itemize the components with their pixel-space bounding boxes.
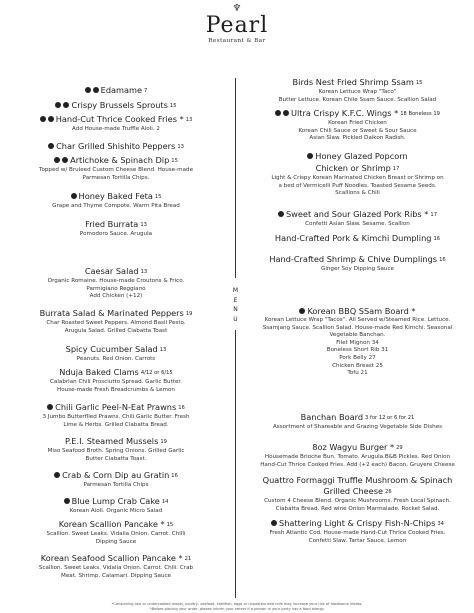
menu-item-price: 18 Boneless 19 — [400, 111, 440, 117]
menu-item-description: Fresh Atlantic Cod. House-made Hand-Cut Thrice Cooked Fries. — [269, 530, 446, 536]
menu-item-description: Confetti Asian Slaw. Sesame. Scallion — [305, 221, 410, 227]
menu-item-title — [245, 254, 470, 266]
footer-line: *Before placing your order, please inform your server if a person in your party has a food allergy — [149, 606, 325, 611]
menu-item-description: Ginger Soy Dipping Sauce — [321, 266, 394, 272]
menu-item-title — [5, 308, 227, 320]
menu-item-title — [245, 412, 470, 424]
menu-item — [5, 141, 227, 153]
menu-item-title — [5, 553, 227, 565]
menu-item-title — [5, 519, 227, 531]
menu-item — [5, 100, 227, 112]
menu-item-title — [245, 209, 470, 221]
menu-item-title — [5, 496, 227, 508]
menu-item-name: Crab & Corn Dip au Gratin — [62, 470, 170, 480]
brand-subtitle: Restaurant & Bar — [208, 38, 266, 44]
menu-item-price: 4/12 or 6/15 — [140, 370, 173, 376]
menu-item-description: Ciabatta Bread. Red wine Onion Marmalade. Rocket Salad. — [275, 505, 440, 512]
menu-item-name: Birds Nest Fried Shrimp Ssam — [292, 77, 414, 87]
column-divider-bottom — [235, 330, 236, 598]
menu-item-name: Sweet and Sour Glazed Pork Ribs * — [285, 209, 429, 219]
menu-item-description: Calabrian Chili Prosciutto Spread. Garlic Butter. — [50, 379, 182, 385]
dietary-icon — [63, 102, 69, 108]
menu-item-name: Crispy Brussels Sprouts — [71, 100, 168, 110]
dietary-icon — [55, 102, 61, 108]
menu-item — [5, 367, 227, 394]
menu-item — [5, 85, 227, 97]
dietary-icon — [48, 143, 54, 149]
menu-item-name: Chicken or Shrimp — [315, 163, 391, 173]
menu-item-title — [5, 114, 227, 126]
menu-item-name: Korean Seafood Scallion Pancake * — [40, 553, 183, 563]
menu-item-description: 3 Jumbo Butterflied Prawns. Chili Garlic Butter. Fresh — [42, 414, 190, 420]
menu-item-name: Hand-Crafted Pork & Kimchi Dumpling — [274, 233, 432, 243]
menu-item-description: Asian Slaw. Pickled Daikon Radish. — [309, 135, 406, 142]
menu-item-title — [5, 367, 227, 379]
menu-item-description: Custom 4 Cheese Blend. Organic Mushrooms. Fresh Local Spinach. — [264, 498, 451, 504]
menu-item — [5, 266, 227, 301]
menu-item — [245, 209, 470, 229]
menu-item-price: 15 — [166, 522, 174, 528]
dietary-icon — [62, 157, 68, 163]
menu-item-name: Korean Scallion Pancake * — [58, 519, 165, 529]
menu-item-name: Edamame — [100, 85, 143, 95]
menu-item-title — [245, 77, 470, 89]
menu-item — [5, 436, 227, 463]
menu-item-price: 13 — [140, 222, 147, 228]
menu-item-description: a bed of Vermicelli Puff Noodles. Toasted Sesame Seeds. — [278, 182, 437, 189]
menu-item — [245, 518, 470, 545]
menu-letter: N — [233, 306, 238, 313]
menu-item-description: Lime & Herbs. Grilled Ciabatta Bread. — [63, 421, 169, 428]
dietary-icon — [93, 87, 99, 93]
menu-item-price: 16 — [171, 473, 178, 479]
menu-item-title — [5, 219, 227, 231]
menu-item — [245, 233, 470, 245]
dietary-icon — [278, 211, 284, 217]
menu-item-description: Parmesan Tortilla Chips — [83, 482, 149, 488]
menu-item — [245, 306, 470, 378]
menu-item-price: 15 — [415, 80, 423, 86]
menu-item-price: 17 — [392, 166, 400, 172]
menu-item-title — [5, 266, 227, 278]
menu-item — [5, 308, 227, 335]
footer-line: *Consuming raw or undercooked meats, poultry, seafood, shellfish, eggs or unpasteurized milk may increase your risk of foodborne illness. — [111, 602, 363, 606]
menu-item-description: Char Roasted Sweet Peppers. Almond Basil Pesto. — [46, 320, 186, 326]
menu-item-price: 13 — [185, 117, 193, 123]
menu-item-description: Scallion. Sweet Leaks. Vidalia Onion. Carrot. Chilli — [46, 531, 186, 537]
menu-item-description: Pork Belly 27 — [339, 354, 376, 361]
menu-item-description: Hand-Cut Thrice Cooked Fries. Add (+2 each) Bacon, Gruyere Cheese — [260, 461, 455, 468]
menu-item-price: 34 — [437, 521, 444, 527]
menu-item-description: Meat. Shrimp. Calamari. Dipping Sauce — [61, 572, 171, 579]
menu-item-title — [5, 85, 227, 97]
menu-item-price: 13 — [177, 144, 184, 150]
dietary-icon — [48, 116, 54, 122]
menu-item-description: Vegetable Banchan. — [329, 332, 386, 339]
menu-item — [245, 486, 470, 513]
menu-item — [5, 114, 227, 134]
menu-item-name: P.E.I. Steamed Mussels — [65, 436, 159, 446]
dietary-icon — [299, 308, 305, 314]
menu-item-description: Topped w/ Bruleed Custom Cheese Blend. House-made — [38, 167, 194, 173]
menu-item-price: 15 — [171, 158, 178, 164]
dietary-icon — [40, 116, 46, 122]
menu-item — [245, 77, 470, 104]
menu-item-description: Boneless Short Rib 31 — [326, 347, 389, 354]
menu-item-description: Dipping Sauce — [95, 538, 137, 545]
menu-letter: U — [233, 315, 238, 323]
menu-item-title — [245, 486, 470, 498]
menu-item-description: Miso Seafood Broth. Spring Onions. Grilled Garlic — [47, 448, 185, 454]
menu-item — [245, 254, 470, 274]
menu-item-description: Arugula Salad. Grilled Ciabatta Toast — [64, 327, 168, 334]
menu-item-description: Confetti Slaw. Tartar Sauce. Lemon — [308, 537, 407, 544]
menu-item-description: Housemade Brioche Bun. Tomato. Arugula.B&B Pickles. Red Onion — [264, 454, 451, 460]
menu-item-price: 29 — [396, 445, 403, 451]
menu-item-description: Korean Fried Chicken — [328, 120, 387, 126]
menu-item-name: Banchan Board — [300, 412, 364, 422]
menu-letter: E — [233, 296, 238, 304]
menu-item-title — [5, 141, 227, 153]
menu-item-name: Char Grilled Shishito Peppers — [56, 141, 176, 151]
menu-item-price: 17 — [430, 212, 438, 218]
menu-item-name: Chili Garlic Peel-N-Eat Prawns — [55, 402, 177, 412]
menu-item-description: Scallion. Sweet Leaks. Vidalia Onion. Carrot. Chili. Crab — [38, 565, 194, 571]
menu-item-description: Parmigiano Reggiano — [86, 285, 146, 292]
menu-item-price: 26 — [385, 489, 392, 495]
menu-item-description: Korean Chili Sauce or Sweet & Sour Sauce — [298, 127, 417, 134]
menu-vertical-word — [231, 286, 240, 324]
menu-item — [5, 496, 227, 516]
menu-item-description: Parmesan Tortilla Chips. — [82, 174, 150, 181]
menu-item — [5, 155, 227, 182]
menu-item — [5, 344, 227, 364]
trident-icon: ♆ — [232, 3, 242, 14]
menu-item — [245, 412, 470, 432]
menu-item-description: House-made Fresh Breadcrumbs & Lemon — [57, 386, 175, 393]
menu-item-description: Tofu 21 — [347, 370, 368, 377]
menu-item — [245, 442, 470, 469]
menu-item-price: 15 — [154, 194, 162, 200]
menu-item-description: Add Chicken (+12) — [89, 293, 143, 300]
menu-item-price: 15 — [169, 103, 177, 109]
menu-item — [5, 219, 227, 239]
menu-item-title — [5, 191, 227, 203]
menu-item-price: 16 — [433, 236, 441, 242]
menu-item-description: Butter Lettuce. Korean Chile Ssam Sauce. Scallion Salad — [278, 96, 437, 103]
menu-item-price: 16 — [178, 405, 185, 411]
dietary-icon — [275, 110, 281, 116]
menu-item-name: Fried Burrata — [85, 219, 139, 229]
menu-item-title — [245, 518, 470, 530]
dietary-icon — [85, 87, 91, 93]
menu-item — [5, 191, 227, 211]
menu-item — [5, 470, 227, 490]
menu-item-name: Caesar Salad — [84, 266, 139, 276]
menu-item-name: Shattering Light & Crispy Fish-N-Chips — [279, 518, 436, 528]
menu-item-name: Ultra Crispy K.F.C. Wings * — [291, 108, 399, 118]
brand-name: Pearl — [205, 13, 269, 38]
menu-item-price: 16 — [439, 257, 446, 263]
dietary-icon — [54, 472, 60, 478]
menu-item-name: Nduja Baked Clams — [59, 367, 139, 377]
menu-item-price: 14 — [161, 499, 169, 505]
menu-item-description: Korean Lettuce Wrap "Taco" — [318, 89, 397, 95]
menu-item-price: 19 — [160, 439, 167, 445]
menu-item-title — [5, 344, 227, 356]
dietary-icon — [54, 157, 60, 163]
menu-item-title — [245, 233, 470, 245]
dietary-icon — [271, 520, 277, 526]
menu-item-description: Grape and Thyme Compote. Warm Pita Bread — [52, 203, 180, 209]
menu-item-description: Filet Mignon 34 — [336, 339, 379, 346]
allergy-notice — [0, 602, 474, 611]
menu-item-name: Hand-Crafted Shrimp & Chive Dumplings — [269, 254, 438, 264]
column-divider-top — [235, 78, 236, 278]
menu-item-name: Burrata Salad & Marinated Peppers — [39, 308, 184, 318]
menu-item-title — [5, 402, 227, 414]
dietary-icon — [283, 110, 289, 116]
menu-item-name: Hand-Cut Thrice Cooked Fries * — [55, 114, 184, 124]
menu-item-description: Korean Lettuce Wrap "Tacos". All Served w/Steamed Rice. Lettuce. — [264, 317, 451, 323]
dietary-icon — [64, 498, 70, 504]
menu-item — [245, 475, 470, 486]
menu-item-description: Organic Romaine. House-made Croutons & Frico. — [47, 278, 185, 284]
menu-item-description: Assortment of Shareable and Grazing Vegetable Side Dishes — [272, 424, 443, 430]
menu-item-price: 19 — [185, 311, 193, 317]
menu-item-title — [245, 163, 470, 175]
menu-item-price: 21 — [184, 556, 192, 562]
menu-item-description: Ssamjang Sauce. Scallion Salad. House-made Red Kimchi. Seasonal — [262, 324, 453, 331]
brand-logo — [0, 4, 474, 44]
dietary-icon — [71, 193, 77, 199]
menu-item-price: 7 — [144, 88, 148, 94]
menu-item-name: Quattro Formaggi Truffle Mushroom & Spinach — [262, 475, 453, 485]
menu-item-title — [245, 306, 470, 317]
menu-item-name: Spicy Cucumber Salad — [65, 344, 158, 354]
menu-item-name: Honey Glazed Popcorn — [315, 151, 408, 161]
menu-item-name: 8oz Wagyu Burger * — [312, 442, 395, 452]
menu-item — [245, 151, 470, 162]
dietary-icon — [307, 153, 313, 159]
menu-item-title — [245, 151, 470, 162]
dietary-icon — [47, 404, 53, 410]
menu-item-description: Scallions & Chili — [335, 190, 380, 197]
menu-item-title — [5, 155, 227, 167]
menu-item — [245, 163, 470, 198]
menu-item — [5, 553, 227, 580]
menu-item-description: Add House-made Truffle Aioli. 2 — [72, 126, 160, 132]
menu-item — [5, 402, 227, 429]
menu-item-name: Korean BBQ SSam Board * — [307, 306, 416, 316]
menu-item-description: Light & Crispy Korean Marinated Chicken Breast or Shrimp on — [271, 175, 444, 181]
menu-item-name: Blue Lump Crab Cake — [71, 496, 160, 506]
menu-item-title — [245, 442, 470, 454]
menu-item-description: Peanuts. Red Onion. Carrots — [76, 356, 156, 362]
menu-item — [245, 108, 470, 143]
menu-item-name: Artichoke & Spinach Dip — [70, 155, 170, 165]
menu-item-title — [245, 475, 470, 486]
menu-item-description: Butter Ciabatta Toast. — [85, 455, 147, 462]
menu-item-price: 13 — [140, 269, 148, 275]
menu-item-description: Chicken Breast 25 — [332, 362, 383, 369]
menu-item-price: 13 — [159, 347, 167, 353]
menu-item-name: Grilled Cheese — [323, 486, 384, 496]
menu-item — [5, 519, 227, 546]
menu-item-description: Korean Aioli. Organic Micro Salad — [69, 508, 163, 514]
menu-item-title — [5, 100, 227, 112]
menu-item-description: Pomodoro Sauce. Arugula — [79, 231, 153, 237]
menu-item-title — [5, 436, 227, 448]
menu-item-title — [5, 470, 227, 482]
menu-item-price: 3 for 12 or 6 for 21 — [365, 415, 415, 421]
menu-item-name: Honey Baked Feta — [78, 191, 153, 201]
menu-letter: M — [232, 287, 239, 294]
menu-item-title — [245, 108, 470, 120]
